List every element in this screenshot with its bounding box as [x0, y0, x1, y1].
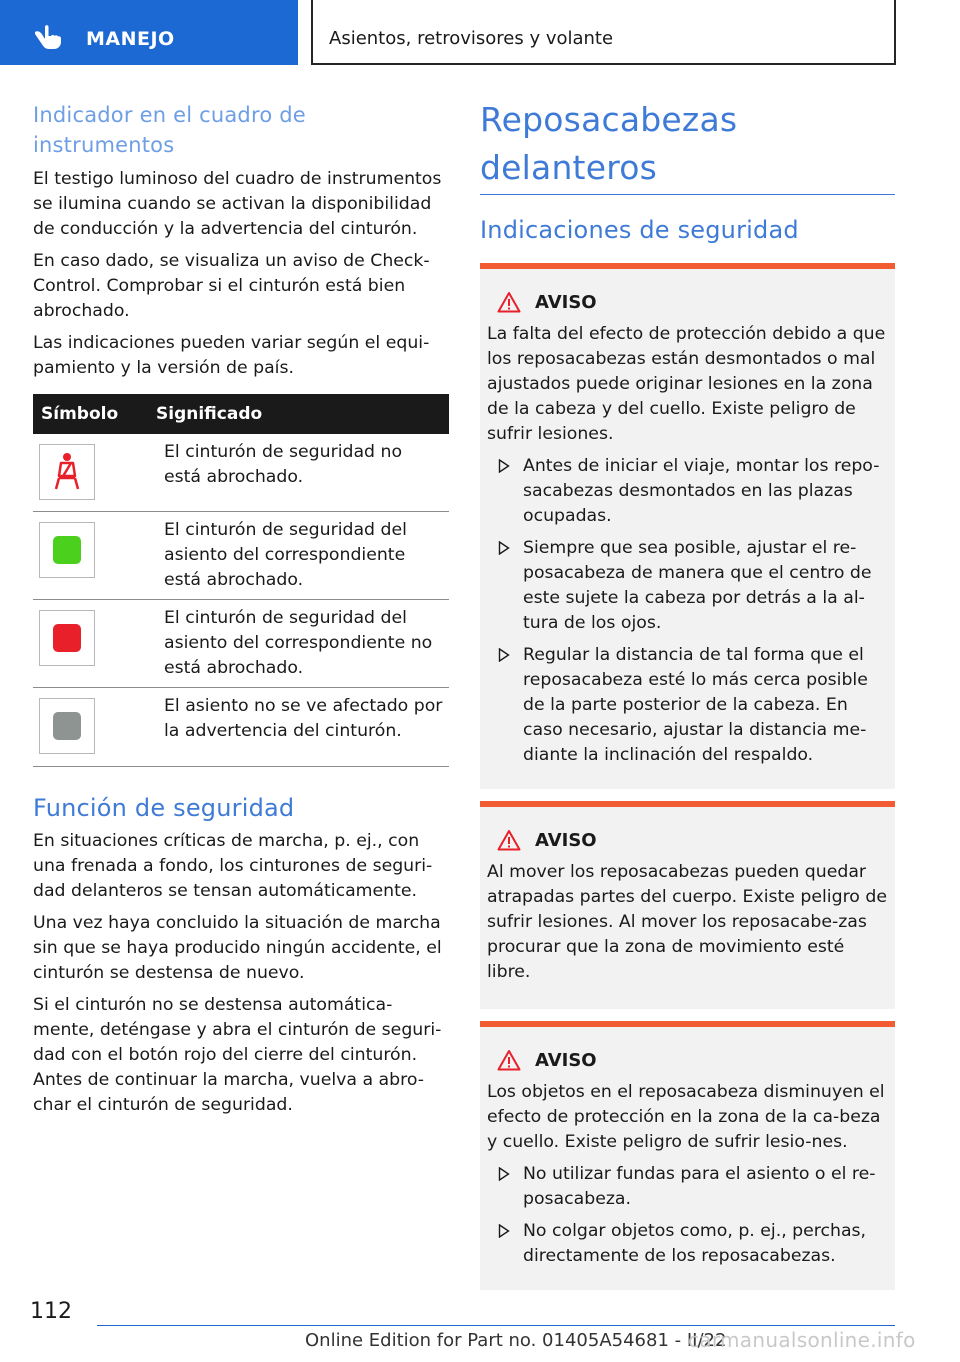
warning-label: AVISO [535, 829, 597, 851]
warning-text: La falta del efecto de protección debido a que los reposacabezas están desmontados o mal ajustados puede originar lesiones en la zona de la cabeza y del cuello. Existe peligro de sufrir lesiones. [487, 324, 886, 444]
list-item: Regular la distancia de tal forma que el reposacabeza esté lo más cerca posible de la parte posterior de la cabeza. En caso necesario, ajustar la distancia me-diante la inclinación del respaldo. [487, 643, 888, 768]
gray-seat-indicator-icon [53, 712, 81, 740]
table-row [33, 512, 449, 600]
header-section-tab [0, 0, 298, 65]
triangle-bullet-icon [498, 1167, 510, 1181]
warning-list [487, 454, 888, 768]
red-seat-indicator-icon [53, 624, 81, 652]
watermark: carmanualsonline.info [688, 1328, 916, 1352]
warning-list [487, 1162, 888, 1269]
list-item: Antes de iniciar el viaje, montar los repo-sacabezas desmontados en las plazas ocupadas. [487, 454, 888, 529]
right-column [480, 96, 895, 1290]
row-meaning: El cinturón de seguridad no está abrochado. [156, 434, 449, 512]
symbol-box [39, 522, 95, 578]
function-paragraph-1: En situaciones críticas de marcha, p. ej., con una frenada a fondo, los cinturones de seguri-dad delanteros se tensan automáticamente. [33, 831, 433, 901]
indicator-paragraph-1: El testigo luminoso del cuadro de instrumentos se ilumina cuando se activan la disponibilidad de conducción y la advertencia del cinturón. [33, 169, 442, 239]
green-seat-indicator-icon [53, 536, 81, 564]
steering-hand-icon [32, 22, 66, 50]
warning-box-3 [480, 1021, 895, 1290]
indicator-paragraph-3: Las indicaciones pueden variar según el equi-pamiento y la versión de país. [33, 333, 430, 378]
warning-text: Los objetos en el reposacabeza disminuyen el efecto de protección en la zona de la ca-beza y cuello. Existe peligro de sufrir lesio-nes. [487, 1082, 885, 1152]
warning-label: AVISO [535, 291, 597, 313]
warning-triangle-icon [497, 829, 521, 851]
safety-function-heading: Función de seguridad [33, 794, 295, 822]
warning-triangle-icon [497, 1049, 521, 1071]
warning-text: Al mover los reposacabezas pueden quedar atrapadas partes del cuerpo. Existe peligro de sufrir lesiones. Al mover los reposacabe-zas procurar que la zona de movimiento esté libre. [487, 862, 887, 982]
left-column [33, 100, 449, 1118]
triangle-bullet-icon [498, 459, 510, 473]
triangle-bullet-icon [498, 648, 510, 662]
indicator-paragraph-2: En caso dado, se visualiza un aviso de Check-Control. Comprobar si el cinturón está bien abrochado. [33, 251, 430, 321]
page-number: 112 [30, 1299, 72, 1324]
symbol-box [39, 610, 95, 666]
table-header-row [33, 394, 449, 434]
function-paragraph-3: Si el cinturón no se destensa automática-mente, deténgase y abra el cinturón de seguri-dad con el botón rojo del cierre del cinturón. Antes de continuar la marcha, vuelva a abro-char el cinturón de seguridad. [33, 995, 442, 1115]
warning-box-1 [480, 263, 895, 789]
warning-triangle-icon [497, 291, 521, 313]
chapter-title: Asientos, retrovisores y volante [329, 28, 614, 49]
header-chapter-box [311, 0, 896, 65]
symbol-box [39, 698, 95, 754]
table-row [33, 688, 449, 767]
header-meaning: Significado [156, 394, 449, 434]
list-item: Siempre que sea posible, ajustar el re-posacabeza de manera que el centro de este sujete la cabeza por detrás a la al-tura de los ojos. [487, 536, 888, 636]
table-row [33, 600, 449, 688]
warning-box-2 [480, 801, 895, 1009]
row-meaning: El cinturón de seguridad del asiento del correspondiente no está abrochado. [156, 600, 449, 688]
row-meaning: El cinturón de seguridad del asiento del correspondiente está abrochado. [156, 512, 449, 600]
footer-divider [97, 1325, 895, 1326]
seatbelt-warning-icon [50, 452, 84, 492]
table-row [33, 434, 449, 512]
symbol-table [33, 394, 449, 767]
row-meaning: El asiento no se ve afectado por la advertencia del cinturón. [156, 688, 449, 767]
section-subtitle: Indicaciones de seguridad [480, 216, 799, 244]
triangle-bullet-icon [498, 541, 510, 555]
symbol-box [39, 444, 95, 500]
section-title: MANEJO [86, 28, 175, 50]
list-item: No colgar objetos como, p. ej., perchas, directamente de los reposacabezas. [487, 1219, 888, 1269]
footer-edition: Online Edition for Part no. 01405A54681 - II/22 [305, 1330, 727, 1351]
function-paragraph-2: Una vez haya concluido la situación de marcha sin que se haya producido ningún accidente, el cinturón se destensa de nuevo. [33, 913, 442, 983]
list-item: No utilizar fundas para el asiento o el re-posacabeza. [487, 1162, 888, 1212]
warning-label: AVISO [535, 1049, 597, 1071]
triangle-bullet-icon [498, 1224, 510, 1238]
page-title: Reposacabezas delanteros [480, 96, 895, 195]
indicator-heading: Indicador en el cuadro de instrumentos [33, 103, 306, 157]
header-symbol: Símbolo [33, 394, 156, 434]
